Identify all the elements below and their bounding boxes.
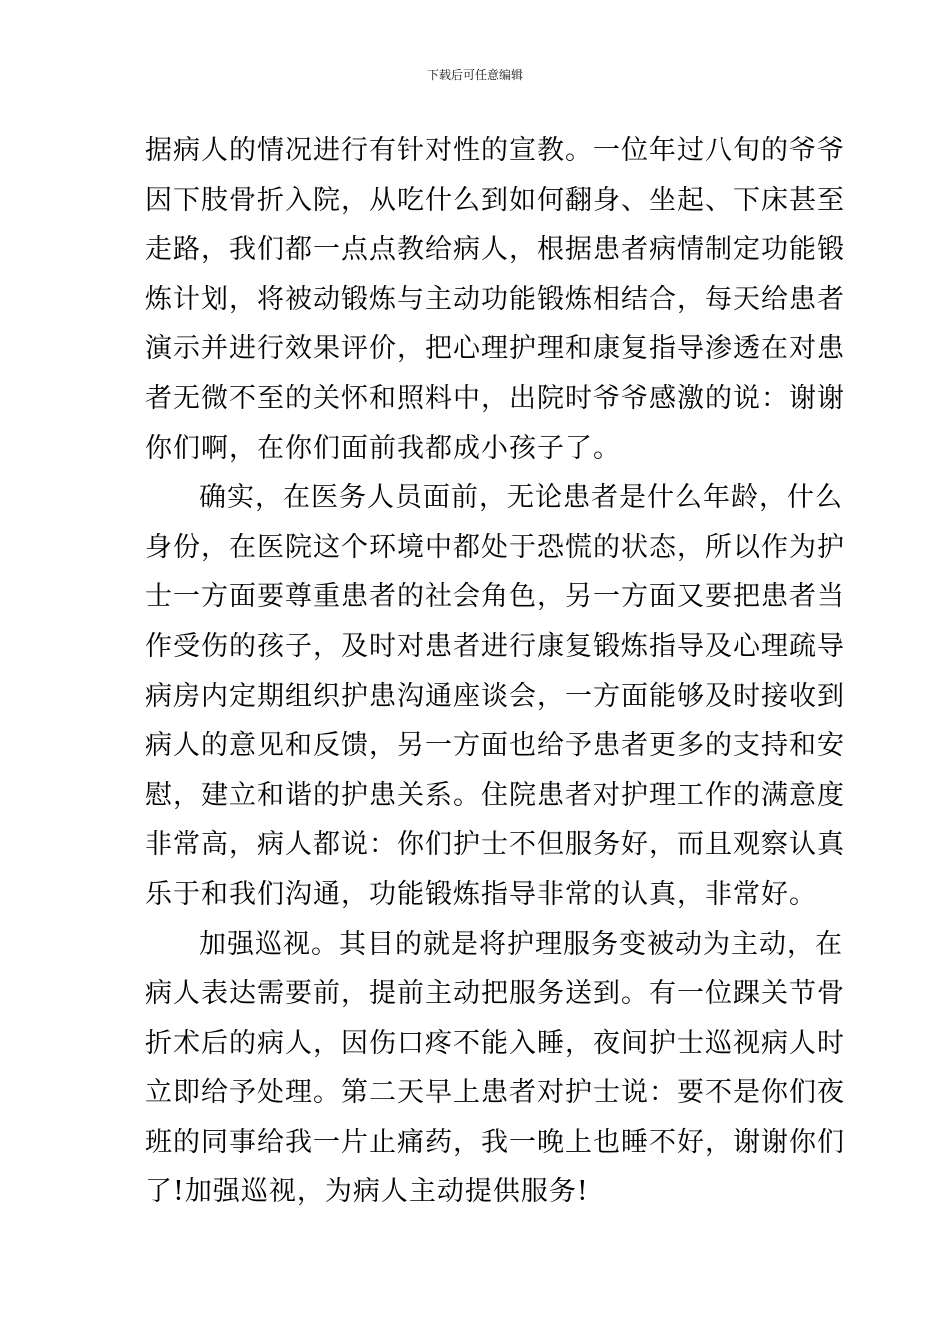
text-line: 加强巡视。其目的就是将护理服务变被动为主动，在 — [199, 928, 843, 960]
text-line: 乐于和我们沟通，功能锻炼指导非常的认真，非常好。 — [145, 878, 817, 910]
document-body — [145, 126, 845, 1217]
paragraph — [145, 126, 845, 473]
text-line: 班的同事给我一片止痛药，我一晚上也睡不好，谢谢你们 — [145, 1126, 845, 1158]
text-line: 慰，建立和谐的护患关系。住院患者对护理工作的满意度 — [145, 779, 845, 811]
text-line: 病人表达需要前，提前主动把服务送到。有一位踝关节骨 — [145, 978, 845, 1010]
text-line: 确实，在医务人员面前，无论患者是什么年龄，什么 — [199, 482, 843, 514]
text-line: 者无微不至的关怀和照料中，出院时爷爷感激的说：谢谢 — [145, 382, 845, 414]
header-note: 下载后可任意编辑 — [426, 68, 523, 82]
text-line: 士一方面要尊重患者的社会角色，另一方面又要把患者当 — [145, 581, 845, 613]
text-line: 因下肢骨折入院，从吃什么到如何翻身、坐起、下床甚至 — [145, 184, 845, 216]
text-line: 立即给予处理。第二天早上患者对护士说：要不是你们夜 — [145, 1077, 845, 1109]
text-line: 走路，我们都一点点教给病人，根据患者病情制定功能锻 — [145, 234, 845, 266]
text-line: 炼计划，将被动锻炼与主动功能锻炼相结合，每天给患者 — [145, 283, 845, 315]
text-line: 身份，在医院这个环境中都处于恐慌的状态，所以作为护 — [145, 531, 845, 563]
text-line: 了!加强巡视，为病人主动提供服务! — [145, 1176, 589, 1208]
paragraph — [145, 473, 845, 919]
text-line: 你们啊，在你们面前我都成小孩子了。 — [145, 432, 621, 464]
text-line: 折术后的病人，因伤口疼不能入睡，夜间护士巡视病人时 — [145, 1027, 845, 1059]
text-line: 据病人的情况进行有针对性的宣教。一位年过八旬的爷爷 — [145, 135, 845, 166]
paragraph — [145, 920, 845, 1218]
text-line: 病人的意见和反馈，另一方面也给予患者更多的支持和安 — [145, 730, 845, 762]
text-line: 非常高，病人都说：你们护士不但服务好，而且观察认真 — [145, 829, 845, 861]
text-line: 演示并进行效果评价，把心理护理和康复指导渗透在对患 — [145, 333, 845, 365]
text-line: 作受伤的孩子，及时对患者进行康复锻炼指导及心理疏导 — [145, 630, 845, 662]
text-line: 病房内定期组织护患沟通座谈会，一方面能够及时接收到 — [145, 680, 845, 712]
